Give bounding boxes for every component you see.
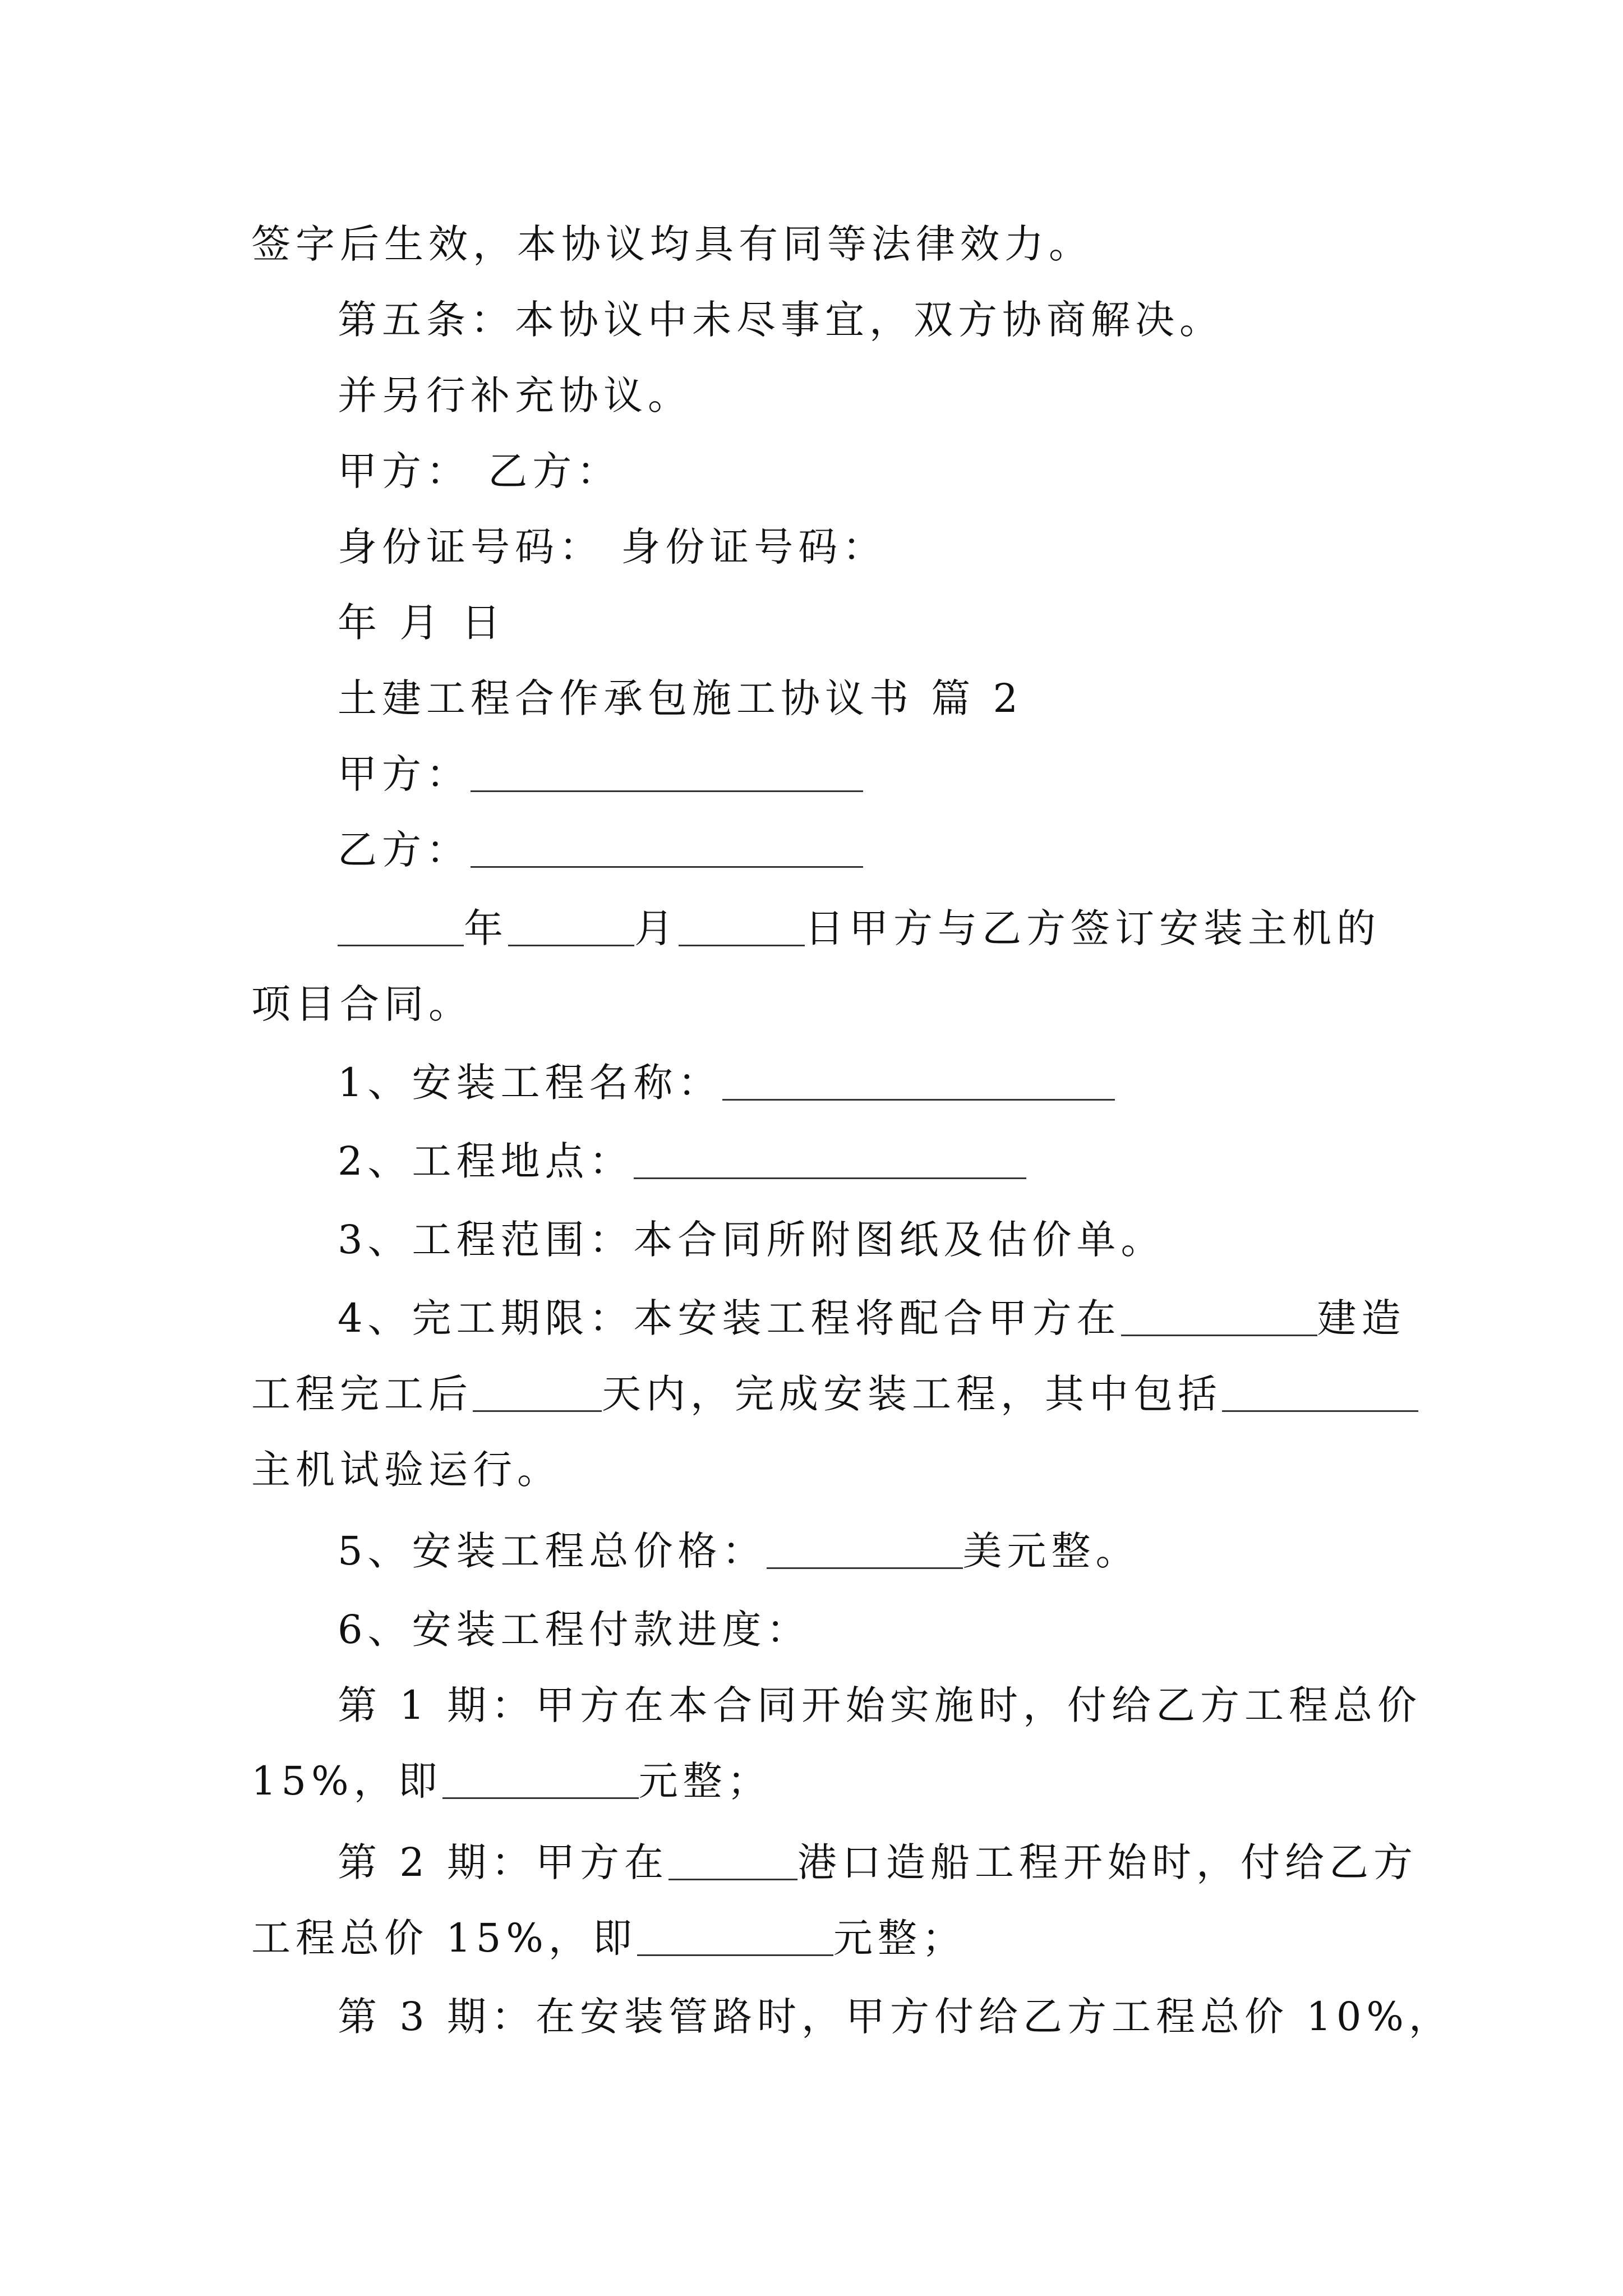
year-blank	[338, 913, 464, 946]
item-text: 15%，即	[251, 1758, 442, 1804]
paragraph-line: 主机试验运行。	[251, 1447, 561, 1493]
item-label: 2、工程地点：	[338, 1138, 634, 1184]
party-a-line	[338, 738, 1482, 811]
item-label: 1、安装工程名称：	[338, 1060, 722, 1106]
project-name-blank	[722, 1068, 1115, 1101]
item-total-price	[338, 1515, 1482, 1588]
item-scope: 3、工程范围：本合同所附图纸及估价单。	[338, 1217, 1165, 1263]
payment-phase-1: 第 1 期：甲方在本合同开始实施时，付给乙方工程总价	[338, 1682, 1422, 1728]
item-text: 5、安装工程总价格：	[338, 1528, 767, 1574]
item-text: 元整；	[833, 1915, 966, 1961]
includes-blank	[1222, 1379, 1418, 1412]
deadline-continued	[251, 1358, 1395, 1430]
item-text: 第 2 期：甲方在	[338, 1839, 669, 1885]
id-number-line: 身份证号码： 身份证号码：	[338, 524, 887, 570]
day-text: 日甲方与乙方签订安装主机的	[805, 905, 1381, 951]
date-line: 年 月 日	[338, 600, 506, 646]
payment-phase-1-amount	[251, 1745, 1395, 1818]
month-blank	[508, 913, 634, 946]
days-blank	[473, 1379, 602, 1412]
party-a-label: 甲方：	[338, 751, 471, 797]
contract-date-line	[338, 892, 1482, 965]
party-b-line	[338, 813, 1482, 886]
payment-phase-2-amount	[251, 1902, 1395, 1975]
party-b-blank	[471, 835, 863, 868]
party-a-blank	[471, 759, 863, 792]
item-text: 工程完工后	[251, 1371, 473, 1417]
item-deadline	[338, 1282, 1482, 1355]
location-blank	[634, 1146, 1026, 1179]
year-label: 年	[464, 905, 508, 951]
paragraph-line: 并另行补充协议。	[338, 372, 692, 418]
payment-phase-3: 第 3 期：在安装管路时，甲方付给乙方工程总价 10%，	[338, 1994, 1453, 2040]
item-text: 港口造船工程开始时，付给乙方	[797, 1839, 1418, 1885]
amount-blank	[442, 1766, 639, 1799]
price-blank	[767, 1536, 963, 1569]
item-payment-schedule: 6、安装工程付款进度：	[338, 1607, 811, 1653]
day-blank	[679, 913, 805, 946]
item-project-name	[338, 1046, 1482, 1119]
item-text: 4、完工期限：本安装工程将配合甲方在	[338, 1295, 1121, 1341]
party-b-label: 乙方：	[338, 827, 471, 873]
paragraph-line: 项目合同。	[251, 981, 473, 1027]
amount-blank	[637, 1923, 833, 1956]
paragraph-line: 签字后生效，本协议均具有同等法律效力。	[251, 221, 1093, 267]
deadline-blank	[1121, 1303, 1317, 1336]
item-location	[338, 1125, 1482, 1198]
payment-phase-2	[338, 1826, 1482, 1899]
item-text: 工程总价 15%，即	[251, 1915, 637, 1961]
item-text: 美元整。	[962, 1528, 1140, 1574]
month-label: 月	[634, 905, 679, 951]
paragraph-line: 第五条：本协议中未尽事宜，双方协商解决。	[338, 297, 1224, 343]
signature-parties-line: 甲方： 乙方：	[338, 448, 621, 494]
item-text: 建造	[1317, 1295, 1406, 1341]
section-title: 土建工程合作承包施工协议书 篇 2	[338, 675, 1023, 721]
item-text: 天内，完成安装工程，其中包括	[602, 1371, 1222, 1417]
port-blank	[668, 1847, 797, 1880]
item-text: 元整；	[638, 1758, 772, 1804]
